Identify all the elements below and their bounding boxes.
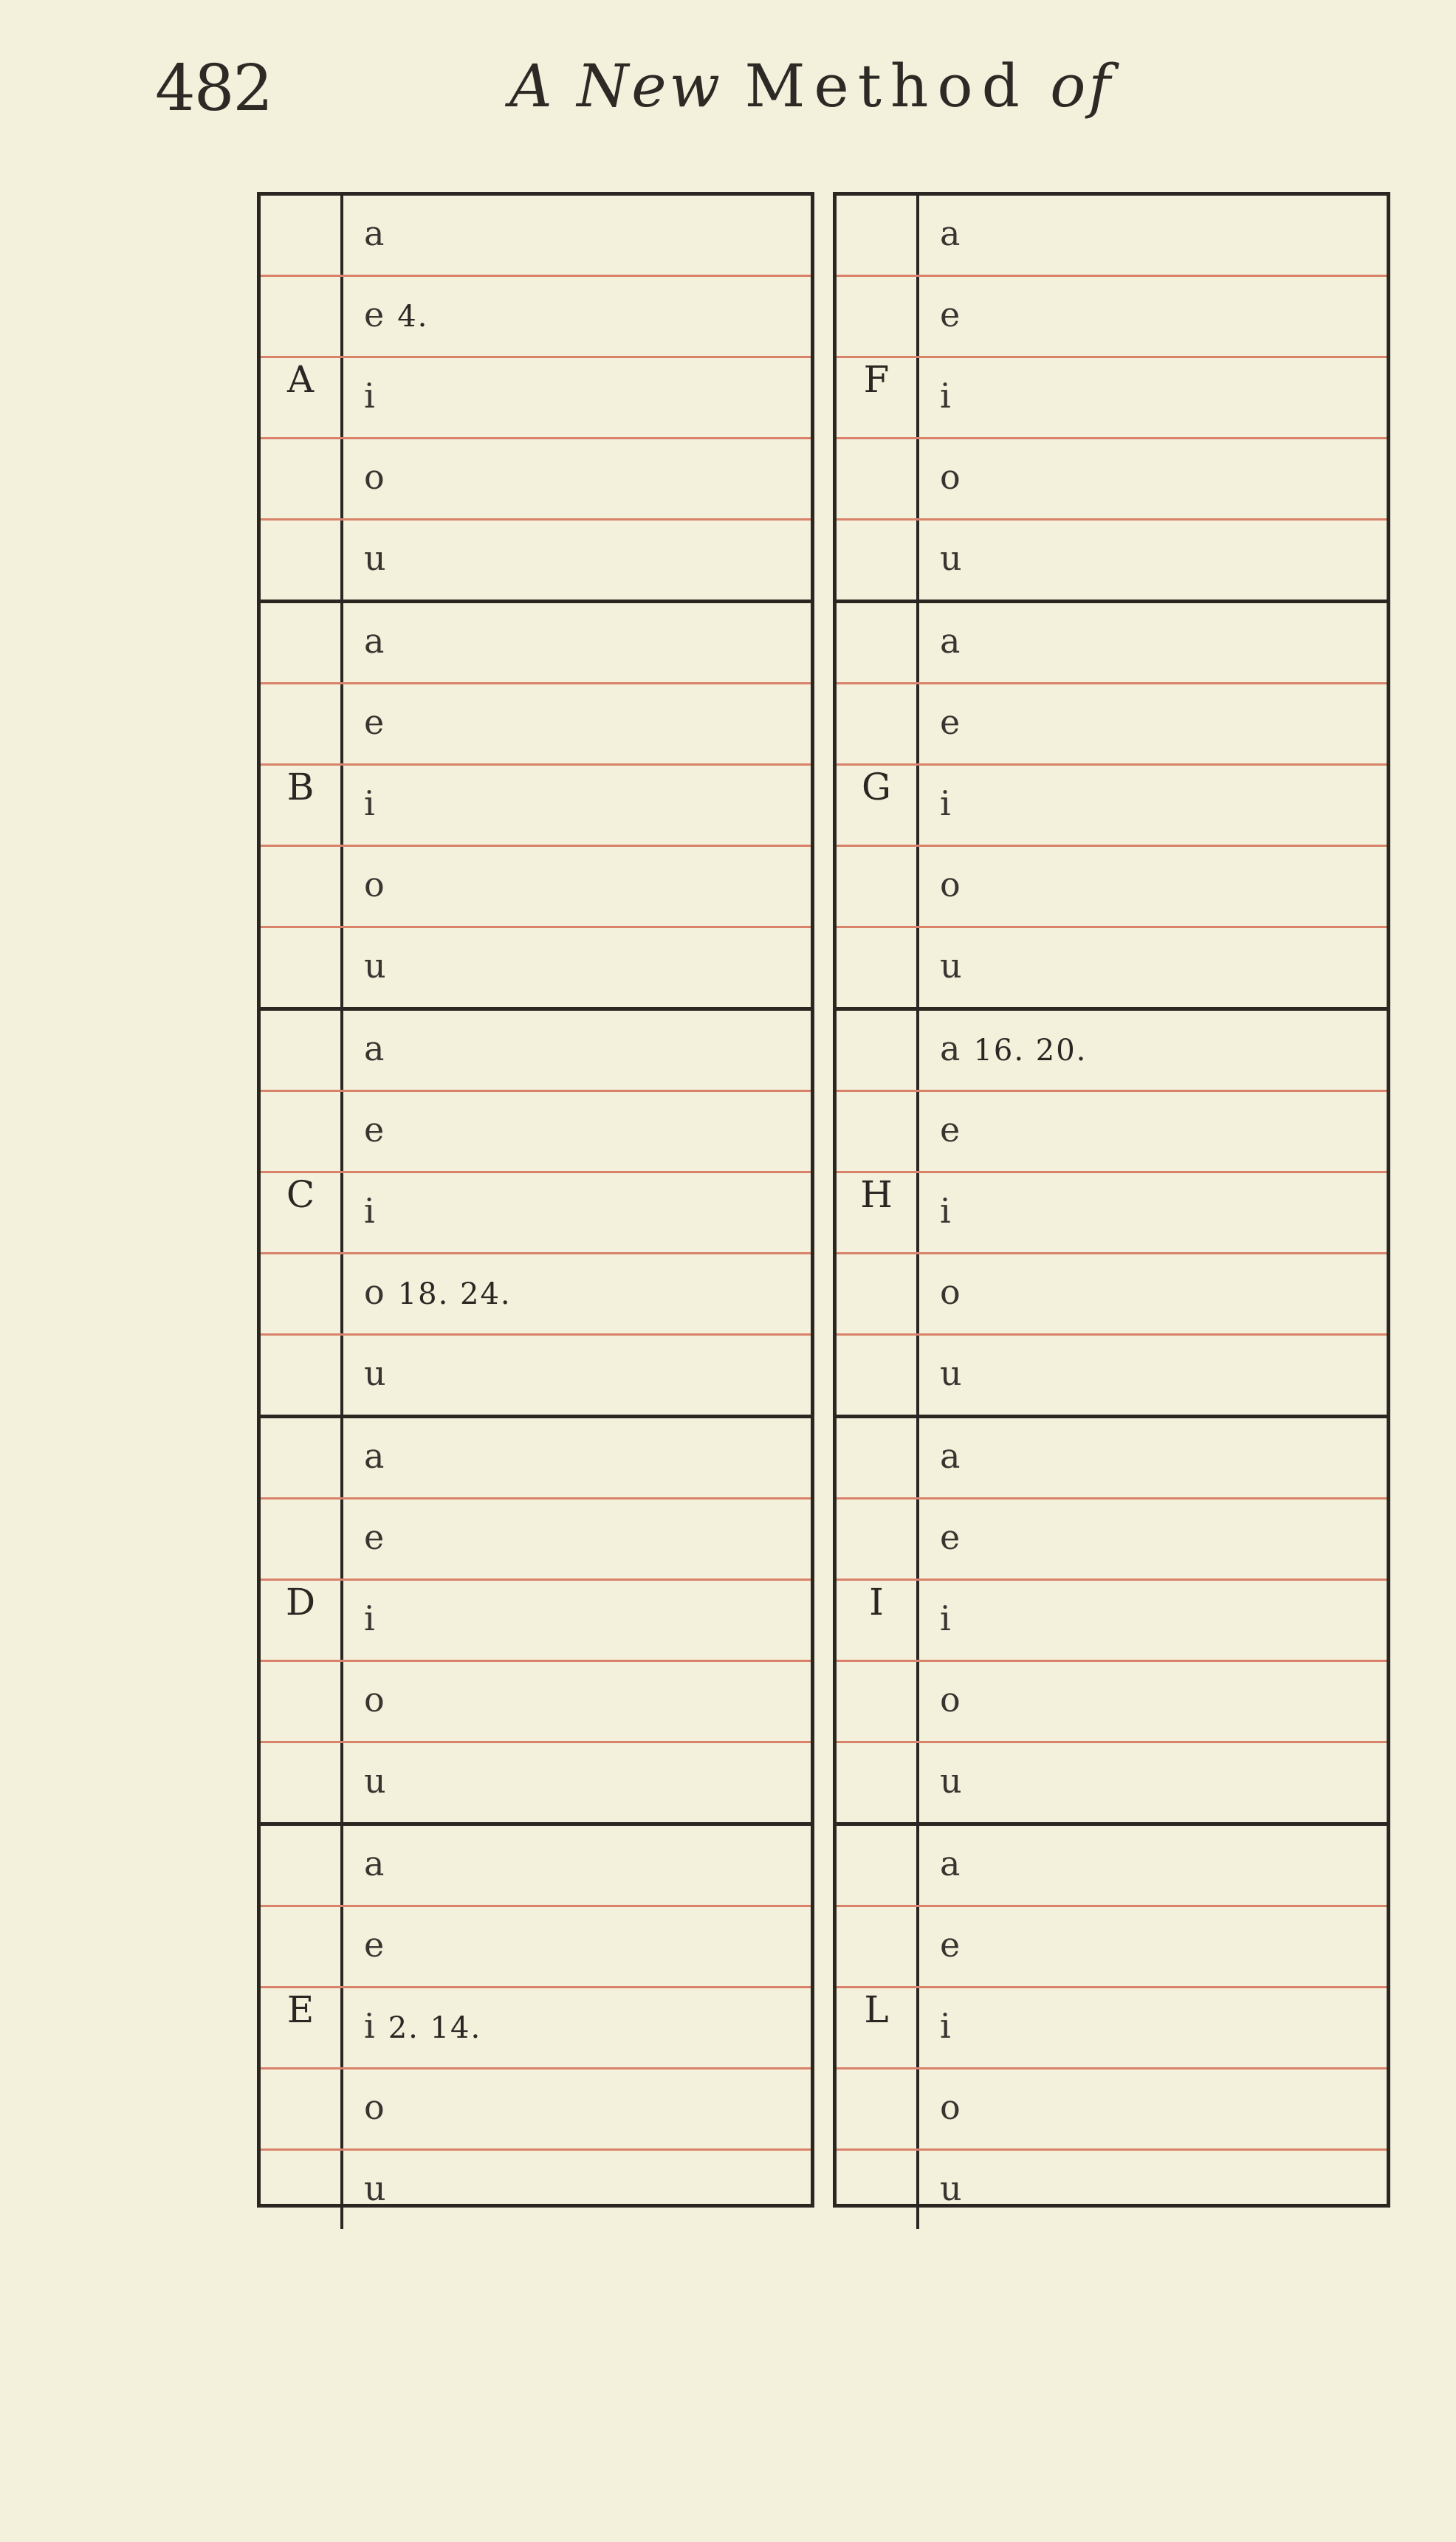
vowel-row	[837, 1907, 1387, 1988]
vowel-entry	[364, 621, 397, 661]
letter-group	[261, 1826, 811, 2229]
vowel-row	[261, 1662, 811, 1743]
vowel-row	[837, 439, 1387, 521]
vowel-label: o	[940, 457, 961, 497]
vowel-entry	[940, 2006, 964, 2046]
vowel-row	[261, 1500, 811, 1581]
vowel-entry	[940, 783, 964, 823]
running-title-italic-2: of	[1050, 52, 1113, 120]
vowel-row	[261, 2151, 811, 2232]
vowel-label: e	[940, 702, 961, 742]
vowel-label: e	[940, 1517, 961, 1557]
vowel-entry	[940, 1353, 975, 1393]
vowel-label: a	[364, 1028, 385, 1068]
vowel-entry	[364, 213, 397, 253]
vowel-label: a	[940, 1436, 961, 1476]
vowel-label: a	[364, 213, 385, 253]
vowel-row	[837, 196, 1387, 277]
vowel-label: i	[364, 376, 375, 416]
vowel-entry	[364, 1028, 397, 1068]
page-reference: 16. 20.	[973, 1034, 1088, 1068]
vowel-label: e	[940, 295, 961, 334]
vowel-entry	[940, 1925, 973, 1965]
initial-letter: F	[863, 358, 890, 401]
vowel-entry	[364, 865, 398, 904]
vowel-label: a	[940, 621, 961, 661]
vowel-row	[837, 1826, 1387, 1907]
letter-group	[261, 1418, 811, 1826]
vowel-row	[837, 2151, 1387, 2232]
letter-group	[837, 1826, 1387, 2229]
vowel-row	[261, 684, 811, 766]
vowel-label: e	[940, 1110, 961, 1150]
vowel-label: a	[940, 1844, 961, 1883]
vowel-row	[837, 358, 1387, 439]
vowel-row	[261, 928, 811, 1009]
vowel-label: a	[364, 621, 385, 661]
vowel-label: o	[940, 2087, 961, 2127]
vowel-row	[261, 2069, 811, 2151]
vowel-entry	[940, 213, 973, 253]
vowel-label: o	[364, 457, 385, 497]
initial-letter: A	[286, 358, 315, 401]
vowel-entry	[364, 702, 397, 742]
initial-letter: C	[286, 1173, 315, 1216]
vowel-label: u	[940, 538, 962, 578]
vowel-row	[837, 1418, 1387, 1500]
vowel-entry	[364, 2006, 481, 2046]
vowel-row	[837, 1092, 1387, 1173]
vowel-entry	[940, 2087, 974, 2127]
vowel-entry	[364, 1353, 399, 1393]
vowel-row	[837, 603, 1387, 684]
vowel-entry	[940, 1028, 1087, 1068]
vowel-row	[837, 684, 1387, 766]
vowel-entry	[364, 1761, 399, 1801]
vowel-entry	[940, 621, 973, 661]
vowel-label: e	[364, 1925, 385, 1965]
vowel-label: a	[364, 1844, 385, 1883]
vowel-label: o	[940, 865, 961, 904]
column-gutter	[818, 199, 829, 2208]
vowel-label: u	[940, 2168, 962, 2208]
initial-letter: I	[869, 1581, 884, 1624]
vowel-label: e	[364, 1110, 385, 1150]
page-reference: 18. 24.	[397, 1277, 512, 1311]
vowel-row	[837, 1662, 1387, 1743]
vowel-entry	[940, 457, 974, 497]
vowel-entry	[940, 1598, 964, 1638]
vowel-label: e	[364, 702, 385, 742]
letter-group	[837, 1011, 1387, 1418]
vowel-row	[261, 1418, 811, 1500]
vowel-label: u	[364, 2168, 386, 2208]
vowel-row	[261, 603, 811, 684]
vowel-label: u	[364, 1761, 386, 1801]
vowel-row	[261, 1173, 811, 1254]
vowel-label: o	[364, 1272, 385, 1312]
vowel-label: o	[364, 2087, 385, 2127]
vowel-label: i	[364, 1191, 375, 1231]
vowel-entry	[364, 538, 399, 578]
vowel-entry	[364, 783, 388, 823]
vowel-row	[837, 2069, 1387, 2151]
vowel-row	[837, 1173, 1387, 1254]
vowel-label: u	[940, 1353, 962, 1393]
vowel-row	[837, 1581, 1387, 1662]
index-column-left	[257, 192, 814, 2208]
vowel-row	[261, 1011, 811, 1092]
vowel-row	[261, 439, 811, 521]
vowel-label: a	[940, 1028, 961, 1068]
vowel-entry	[940, 702, 973, 742]
vowel-label: o	[364, 865, 385, 904]
vowel-entry	[364, 1844, 397, 1883]
vowel-label: i	[364, 783, 375, 823]
vowel-entry	[940, 295, 973, 334]
letter-group	[837, 603, 1387, 1011]
vowel-row	[261, 847, 811, 928]
vowel-entry	[364, 295, 428, 334]
vowel-row	[837, 766, 1387, 847]
running-title	[509, 52, 1113, 120]
initial-letter: H	[860, 1173, 893, 1216]
vowel-row	[261, 1907, 811, 1988]
vowel-label: i	[940, 1191, 951, 1231]
initial-letter: D	[285, 1581, 316, 1624]
vowel-row	[261, 1743, 811, 1824]
vowel-entry	[940, 1761, 975, 1801]
letter-group	[261, 196, 811, 603]
vowel-entry	[940, 1436, 973, 1476]
vowel-label: i	[364, 1598, 375, 1638]
vowel-entry	[364, 1925, 397, 1965]
letter-group	[261, 603, 811, 1011]
vowel-row	[261, 1092, 811, 1173]
vowel-row	[837, 1011, 1387, 1092]
vowel-entry	[940, 1680, 974, 1720]
vowel-row	[837, 1988, 1387, 2069]
initial-letter: G	[862, 766, 891, 808]
vowel-row	[261, 358, 811, 439]
vowel-row	[261, 277, 811, 358]
vowel-entry	[940, 1272, 974, 1312]
vowel-entry	[940, 1517, 973, 1557]
vowel-row	[837, 1336, 1387, 1417]
vowel-entry	[940, 946, 975, 986]
page-reference: 2. 14.	[388, 2011, 482, 2045]
vowel-entry	[940, 2168, 975, 2208]
vowel-entry	[364, 376, 388, 416]
vowel-entry	[364, 1680, 398, 1720]
vowel-entry	[940, 1110, 973, 1150]
vowel-row	[837, 1500, 1387, 1581]
vowel-entry	[364, 1436, 397, 1476]
vowel-label: u	[940, 946, 962, 986]
vowel-label: o	[364, 1680, 385, 1720]
vowel-label: i	[940, 783, 951, 823]
vowel-label: i	[940, 2006, 951, 2046]
vowel-row	[837, 1254, 1387, 1336]
running-title-italic-1: A New	[509, 52, 724, 120]
vowel-row	[261, 196, 811, 277]
vowel-label: o	[940, 1680, 961, 1720]
vowel-row	[261, 1581, 811, 1662]
letter-group	[837, 196, 1387, 603]
vowel-row	[837, 928, 1387, 1009]
vowel-entry	[364, 1110, 397, 1150]
vowel-row	[261, 1336, 811, 1417]
vowel-row	[837, 847, 1387, 928]
vowel-entry	[364, 2168, 399, 2208]
vowel-entry	[940, 865, 974, 904]
vowel-entry	[364, 2087, 398, 2127]
page-number: 482	[155, 52, 272, 126]
vowel-label: i	[940, 1598, 951, 1638]
vowel-entry	[940, 538, 975, 578]
vowel-row	[261, 521, 811, 602]
vowel-label: u	[364, 946, 386, 986]
vowel-entry	[364, 1191, 388, 1231]
vowel-row	[261, 1254, 811, 1336]
vowel-label: e	[940, 1925, 961, 1965]
vowel-entry	[364, 1272, 512, 1312]
vowel-row	[261, 1826, 811, 1907]
vowel-label: u	[364, 538, 386, 578]
page-reference: 4.	[397, 300, 429, 334]
vowel-row	[261, 766, 811, 847]
vowel-label: a	[940, 213, 961, 253]
vowel-row	[261, 1988, 811, 2069]
vowel-entry	[940, 376, 964, 416]
vowel-label: u	[364, 1353, 386, 1393]
letter-group	[837, 1418, 1387, 1826]
page-header	[155, 44, 1373, 133]
vowel-entry	[940, 1191, 964, 1231]
vowel-label: e	[364, 295, 385, 334]
initial-letter: L	[864, 1988, 889, 2031]
letter-group	[261, 1011, 811, 1418]
vowel-label: u	[940, 1761, 962, 1801]
initial-letter: E	[286, 1988, 315, 2031]
vowel-row	[837, 521, 1387, 602]
vowel-entry	[364, 1517, 397, 1557]
vowel-label: a	[364, 1436, 385, 1476]
vowel-label: e	[364, 1517, 385, 1557]
vowel-entry	[940, 1844, 973, 1883]
index-column-right	[833, 192, 1390, 2208]
vowel-entry	[364, 1598, 388, 1638]
vowel-row	[837, 277, 1387, 358]
vowel-row	[837, 1743, 1387, 1824]
vowel-label: o	[940, 1272, 961, 1312]
vowel-label: i	[940, 376, 951, 416]
initial-letter: B	[286, 766, 315, 808]
vowel-entry	[364, 946, 399, 986]
vowel-label: i	[364, 2006, 375, 2046]
running-title-caps: Method	[744, 52, 1029, 120]
common-place-index-table	[257, 192, 1390, 2215]
vowel-entry	[364, 457, 398, 497]
